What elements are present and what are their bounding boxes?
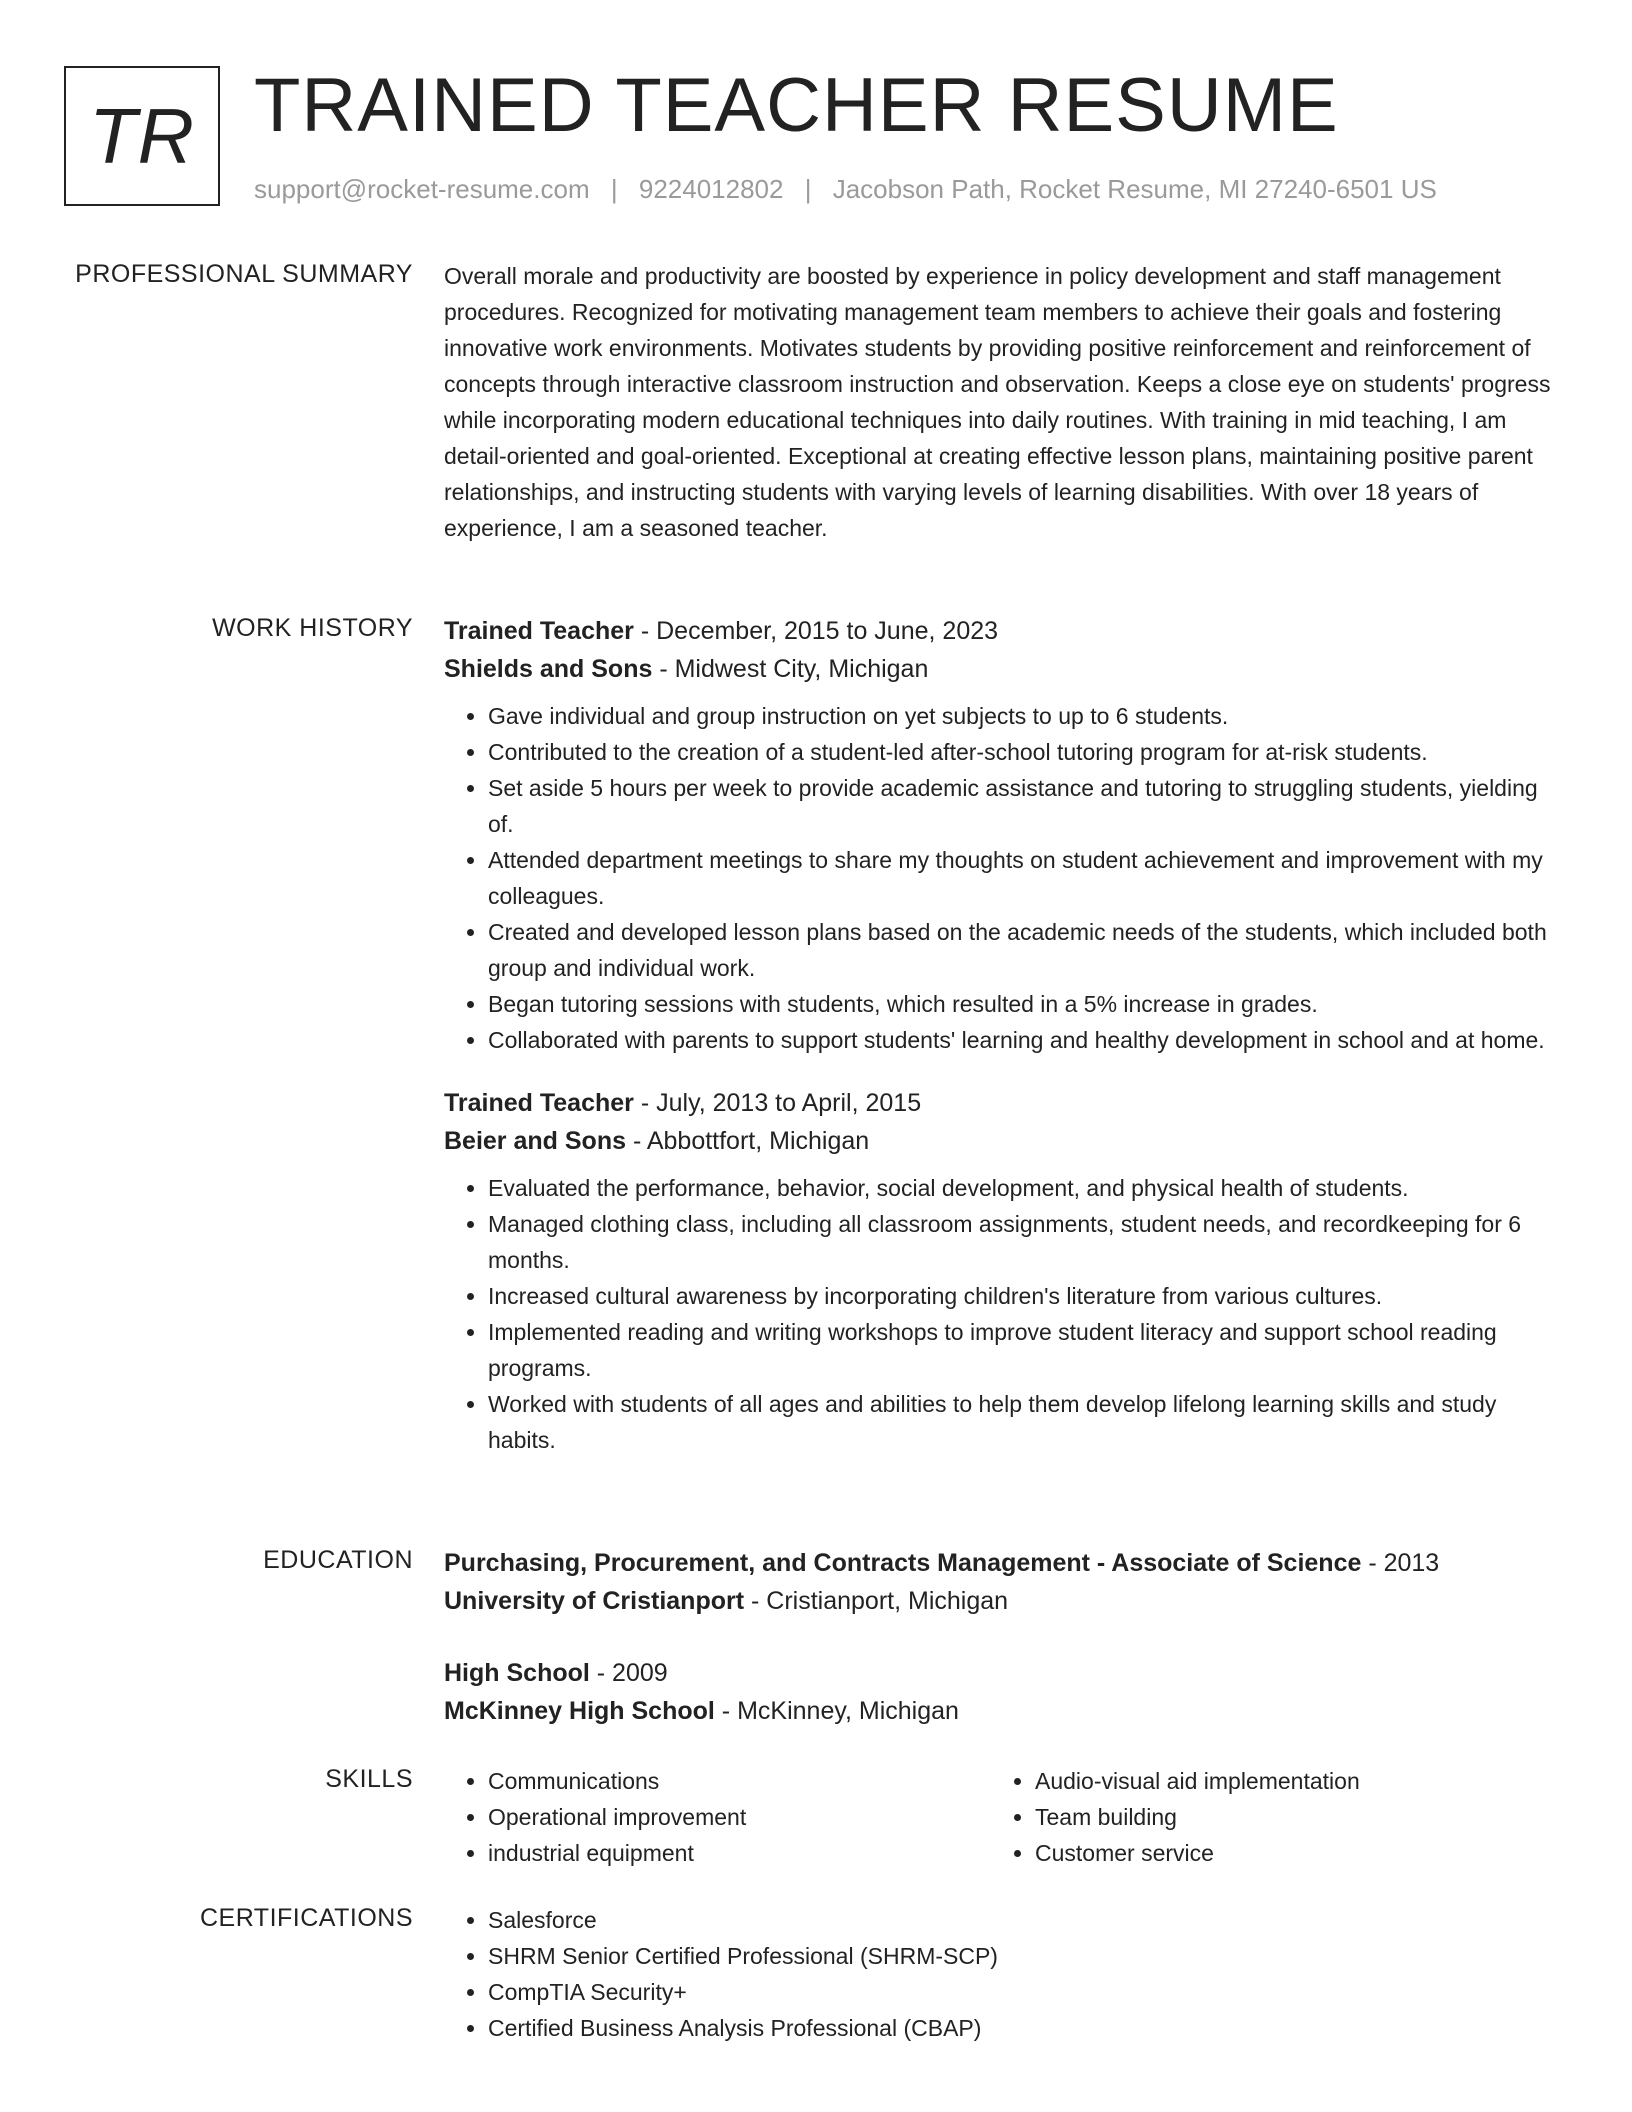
contact-line [254,174,1437,205]
monogram-logo: TR [64,66,220,206]
summary-text: Overall morale and productivity are boosted by experience in policy development and staff management procedures. Recognized for motivating management team members to achieve their goals and fostering innovative work environments. Motivates students by providing positive reinforcement and reinforcement of concepts through interactive classroom instruction and observation. Keeps a close eye on students' progress while incorporating modern educational techniques into daily routines. With training in mid teaching, I am detail-oriented and goal-oriented. Exceptional at creating effective lesson plans, maintaining positive parent relationships, and instructing students with varying levels of learning disabilities. With over 18 years of experience, I am a seasoned teacher. [444,263,1551,541]
list-item: • Certified Business Analysis Professional (CBAP) [488,2010,1554,2046]
list-item: • Team building [1035,1799,1538,1835]
list-item: • Managed clothing class, including all classroom assignments, student needs, and recordkeeping for 6 months. [488,1206,1554,1278]
job-title-line [444,1084,1554,1122]
job-dates: - December, 2015 to June, 2023 [633,617,999,645]
list-item: • Salesforce [488,1902,1554,1938]
education-degree-line [444,1654,1554,1692]
job-title-line [444,612,1554,650]
education-body [444,1544,1554,1730]
contact-email: support@rocket-resume.com [254,174,590,204]
education-year: - 2009 [589,1659,668,1687]
summary-body [444,258,1554,546]
education-degree: Purchasing, Procurement, and Contracts Management - Associate of Science [444,1549,1362,1577]
list-item: • Worked with students of all ages and abilities to help them develop lifelong learning skills and study habits. [488,1386,1554,1458]
contact-separator: | [610,174,618,204]
education-degree: High School [444,1659,590,1687]
job-bullets [444,698,1554,1058]
job-company-line [444,1122,1554,1160]
list-item: • Evaluated the performance, behavior, social development, and physical health of students. [488,1170,1554,1206]
job-bullets [444,1170,1554,1458]
contact-phone: 9224012802 [638,174,784,204]
section-label-education: EDUCATION [263,1546,413,1574]
skills-column [991,1763,1538,1871]
list-item: • Contributed to the creation of a student-led after-school tutoring program for at-risk students. [488,734,1554,770]
list-item: • Collaborated with parents to support students' learning and healthy development in school and at home. [488,1022,1554,1058]
section-label-work: WORK HISTORY [212,614,413,642]
skills-column [444,1763,991,1871]
job-title: Trained Teacher [444,617,634,645]
section-label-summary: PROFESSIONAL SUMMARY [75,260,413,288]
education-school: University of Cristianport [444,1587,745,1615]
section-label-skills: SKILLS [325,1765,413,1793]
job-location: - Midwest City, Michigan [652,655,929,683]
job-company: Beier and Sons [444,1127,626,1155]
list-item: • Created and developed lesson plans based on the academic needs of the students, which included both group and individual work. [488,914,1554,986]
education-location: - Cristianport, Michigan [744,1587,1009,1615]
list-item: • SHRM Senior Certified Professional (SHRM-SCP) [488,1938,1554,1974]
education-school: McKinney High School [444,1697,715,1725]
list-item: • Attended department meetings to share my thoughts on student achievement and improvement with my colleagues. [488,842,1554,914]
list-item: • Communications [488,1763,991,1799]
job-entry [444,612,1554,1058]
list-item: • CompTIA Security+ [488,1974,1554,2010]
education-degree-line [444,1544,1554,1582]
section-label-certifications: CERTIFICATIONS [199,1904,413,1932]
list-item: • Increased cultural awareness by incorporating children's literature from various cultures. [488,1278,1554,1314]
list-item: • Operational improvement [488,1799,991,1835]
list-item: • Began tutoring sessions with students, which resulted in a 5% increase in grades. [488,986,1554,1022]
education-school-line [444,1582,1554,1620]
list-item: • Implemented reading and writing workshops to improve student literacy and support school reading programs. [488,1314,1554,1386]
list-item: • Gave individual and group instruction on yet subjects to up to 6 students. [488,698,1554,734]
page-title: TRAINED TEACHER RESUME [254,63,1339,148]
education-location: - McKinney, Michigan [714,1697,959,1725]
list-item: • Set aside 5 hours per week to provide academic assistance and tutoring to struggling students, yielding of. [488,770,1554,842]
contact-separator: | [804,174,812,204]
job-entry [444,1084,1554,1458]
job-title: Trained Teacher [444,1089,634,1117]
contact-address: Jacobson Path, Rocket Resume, MI 27240-6501 US [832,174,1437,204]
job-company-line [444,650,1554,688]
list-item: • Audio-visual aid implementation [1035,1763,1538,1799]
job-dates: - July, 2013 to April, 2015 [633,1089,922,1117]
certifications-list [444,1902,1554,2046]
education-year: - 2013 [1361,1549,1440,1577]
education-entry [444,1654,1554,1730]
education-entry [444,1544,1554,1620]
job-location: - Abbottfort, Michigan [626,1127,870,1155]
job-company: Shields and Sons [444,655,653,683]
work-body [444,612,1554,1458]
certifications-body [444,1902,1554,2046]
skills-grid [444,1763,1554,1871]
skills-body [444,1763,1554,1871]
resume-header [64,63,1584,211]
education-school-line [444,1692,1554,1730]
list-item: • Customer service [1035,1835,1538,1871]
list-item: • industrial equipment [488,1835,991,1871]
